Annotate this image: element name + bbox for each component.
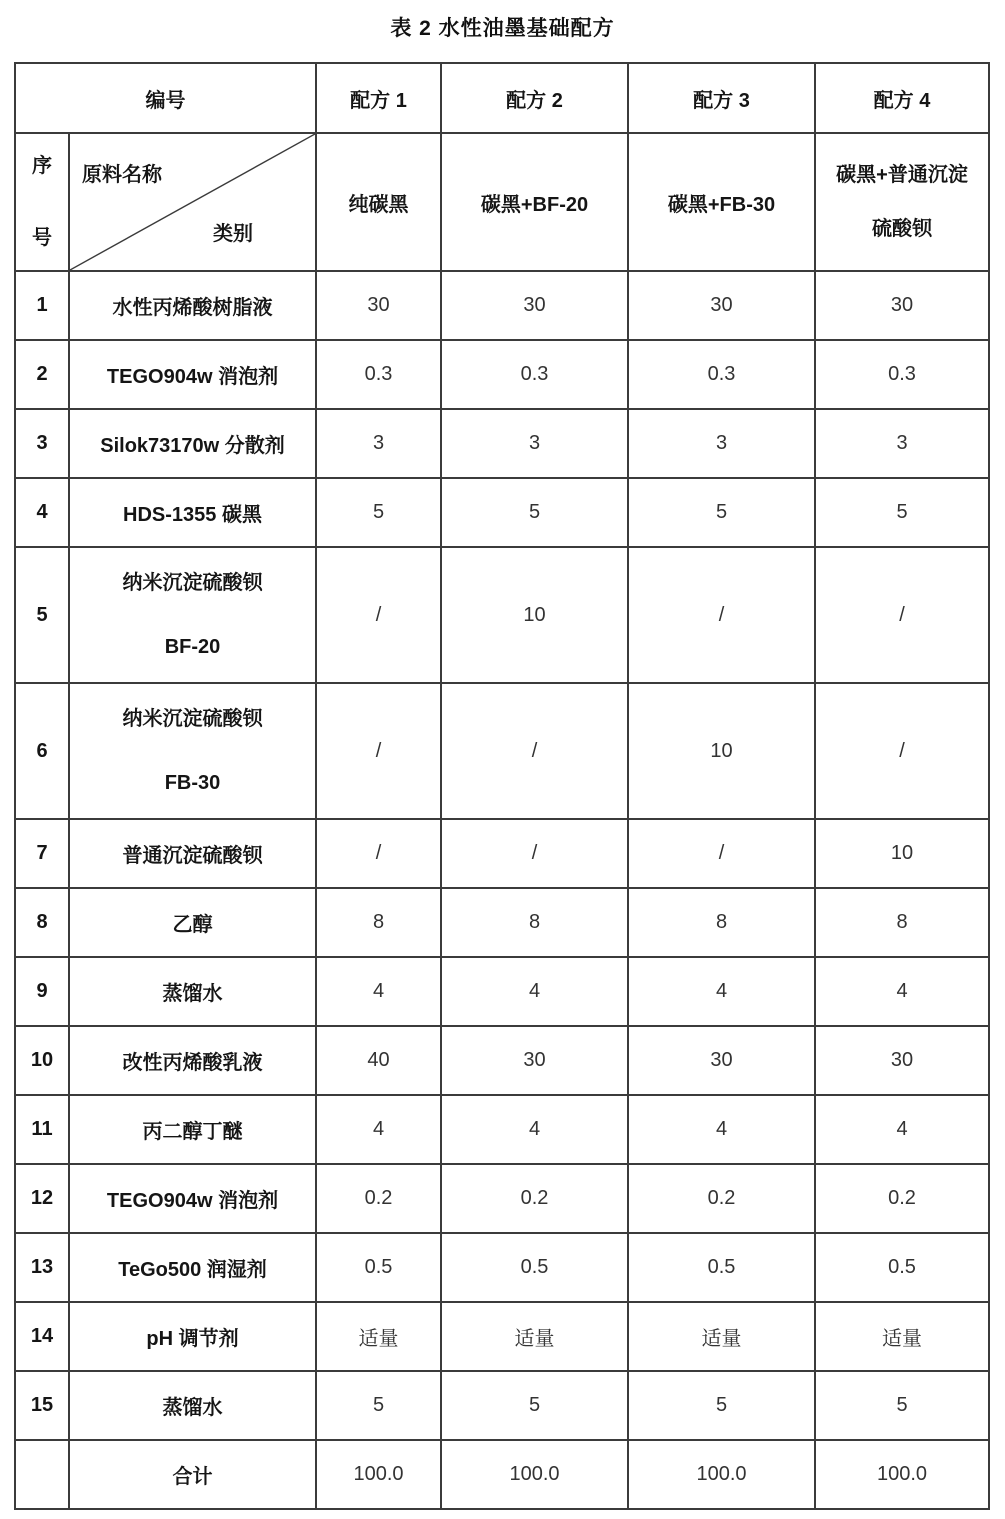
value-cell: 0.5 [628,1233,815,1302]
value-cell: 8 [441,888,628,957]
row-number-cell: 6 [15,683,69,819]
value-cell: 4 [441,957,628,1026]
value-cell: 100.0 [815,1440,989,1509]
value-cell: 5 [316,478,441,547]
material-name-line1: 纳米沉淀硫酸钡 [122,708,263,730]
header-formula-2: 配方 2 [441,63,628,133]
value-cell: 4 [815,957,989,1026]
value-cell: 4 [316,1095,441,1164]
row-number-cell: 14 [15,1302,69,1371]
value-cell: 40 [316,1026,441,1095]
table-row [15,957,989,1026]
table-row [15,1302,989,1371]
value-cell: 4 [628,957,815,1026]
material-name-line1: 纳米沉淀硫酸钡 [122,572,263,594]
value-cell: 4 [628,1095,815,1164]
value-cell: 5 [815,478,989,547]
table-row [15,1371,989,1440]
row-number-cell: 12 [15,1164,69,1233]
table-row [15,1233,989,1302]
table-row [15,888,989,957]
table-row [15,1164,989,1233]
material-name-cell: TeGo500 润湿剂 [69,1233,316,1302]
header-type-1: 纯碳黑 [316,133,441,271]
serial-char-bottom: 号 [32,227,52,249]
header-id-cell: 编号 [15,63,316,133]
header-formula-1: 配方 1 [316,63,441,133]
value-cell: 3 [441,409,628,478]
row-number-cell: 7 [15,819,69,888]
value-cell: 0.5 [815,1233,989,1302]
value-cell: / [628,547,815,683]
category-header-label: 类别 [213,223,253,245]
value-cell: 适量 [316,1302,441,1371]
value-cell: 0.2 [815,1164,989,1233]
value-cell: / [815,683,989,819]
row-number-cell: 4 [15,478,69,547]
row-number-cell: 1 [15,271,69,340]
value-cell: 30 [441,271,628,340]
table-row [15,271,989,340]
table-row [15,683,989,819]
table-row [15,819,989,888]
material-name-cell: 蒸馏水 [69,1371,316,1440]
value-cell: 3 [815,409,989,478]
value-cell: 10 [628,683,815,819]
material-name-cell: 普通沉淀硫酸钡 [69,819,316,888]
material-name-cell: 蒸馏水 [69,957,316,1026]
header-type-3: 碳黑+FB-30 [628,133,815,271]
table-row [15,1095,989,1164]
value-cell: 10 [815,819,989,888]
total-label-cell: 合计 [69,1440,316,1509]
table-row [15,478,989,547]
header-type-4-line1: 碳黑+普通沉淀 [836,164,968,186]
table-row [15,547,989,683]
value-cell: 30 [815,1026,989,1095]
value-cell: / [441,819,628,888]
material-name-line2: BF-20 [164,636,221,658]
header-row-formulas [15,63,989,133]
table-container [14,62,990,1510]
value-cell: / [316,547,441,683]
material-name-header-label: 原料名称 [82,164,162,186]
header-formula-3: 配方 3 [628,63,815,133]
row-number-cell: 5 [15,547,69,683]
material-name-cell: Silok73170w 分散剂 [69,409,316,478]
value-cell: 100.0 [441,1440,628,1509]
material-name-cell: pH 调节剂 [69,1302,316,1371]
header-formula-4: 配方 4 [815,63,989,133]
value-cell: 0.2 [441,1164,628,1233]
row-number-cell: 11 [15,1095,69,1164]
value-cell: 100.0 [628,1440,815,1509]
value-cell: 0.5 [316,1233,441,1302]
header-serial-cell [15,133,69,271]
value-cell: / [815,547,989,683]
value-cell: 3 [628,409,815,478]
value-cell: 0.2 [628,1164,815,1233]
header-type-2: 碳黑+BF-20 [441,133,628,271]
table-row [15,409,989,478]
value-cell: 10 [441,547,628,683]
material-name-cell [69,683,316,819]
row-number-cell: 8 [15,888,69,957]
row-number-cell: 2 [15,340,69,409]
material-name-cell: 乙醇 [69,888,316,957]
value-cell: 适量 [441,1302,628,1371]
header-row-types [15,133,989,271]
value-cell: 5 [441,478,628,547]
value-cell: / [441,683,628,819]
value-cell: 0.3 [815,340,989,409]
row-number-cell [15,1440,69,1509]
table-row-total [15,1440,989,1509]
header-type-4 [815,133,989,271]
value-cell: 4 [316,957,441,1026]
value-cell: 4 [815,1095,989,1164]
value-cell: 8 [815,888,989,957]
material-name-cell: TEGO904w 消泡剂 [69,340,316,409]
row-number-cell: 15 [15,1371,69,1440]
value-cell: 5 [316,1371,441,1440]
diagonal-divider-line [70,134,315,270]
header-diagonal-cell [69,133,316,271]
header-type-4-line2: 硫酸钡 [872,218,932,240]
row-number-cell: 3 [15,409,69,478]
material-name-cell: TEGO904w 消泡剂 [69,1164,316,1233]
value-cell: 0.3 [441,340,628,409]
value-cell: 适量 [628,1302,815,1371]
value-cell: 5 [628,1371,815,1440]
value-cell: 4 [441,1095,628,1164]
material-name-cell: 水性丙烯酸树脂液 [69,271,316,340]
material-name-cell: 丙二醇丁醚 [69,1095,316,1164]
value-cell: 3 [316,409,441,478]
material-name-cell [69,547,316,683]
value-cell: 8 [316,888,441,957]
value-cell: / [316,819,441,888]
material-name-cell: HDS-1355 碳黑 [69,478,316,547]
value-cell: / [628,819,815,888]
value-cell: / [316,683,441,819]
material-name-cell: 改性丙烯酸乳液 [69,1026,316,1095]
value-cell: 适量 [815,1302,989,1371]
value-cell: 5 [628,478,815,547]
value-cell: 5 [441,1371,628,1440]
row-number-cell: 10 [15,1026,69,1095]
value-cell: 30 [316,271,441,340]
value-cell: 30 [815,271,989,340]
value-cell: 30 [628,271,815,340]
table-row [15,1026,989,1095]
value-cell: 5 [815,1371,989,1440]
value-cell: 100.0 [316,1440,441,1509]
value-cell: 0.3 [628,340,815,409]
value-cell: 0.5 [441,1233,628,1302]
ink-formula-table [14,62,990,1510]
table-title: 表 2 水性油墨基础配方 [390,17,615,40]
material-name-line2: FB-30 [164,772,221,794]
serial-char-top: 序 [32,155,52,177]
row-number-cell: 9 [15,957,69,1026]
value-cell: 8 [628,888,815,957]
value-cell: 30 [441,1026,628,1095]
value-cell: 0.3 [316,340,441,409]
row-number-cell: 13 [15,1233,69,1302]
value-cell: 0.2 [316,1164,441,1233]
table-row [15,340,989,409]
value-cell: 30 [628,1026,815,1095]
